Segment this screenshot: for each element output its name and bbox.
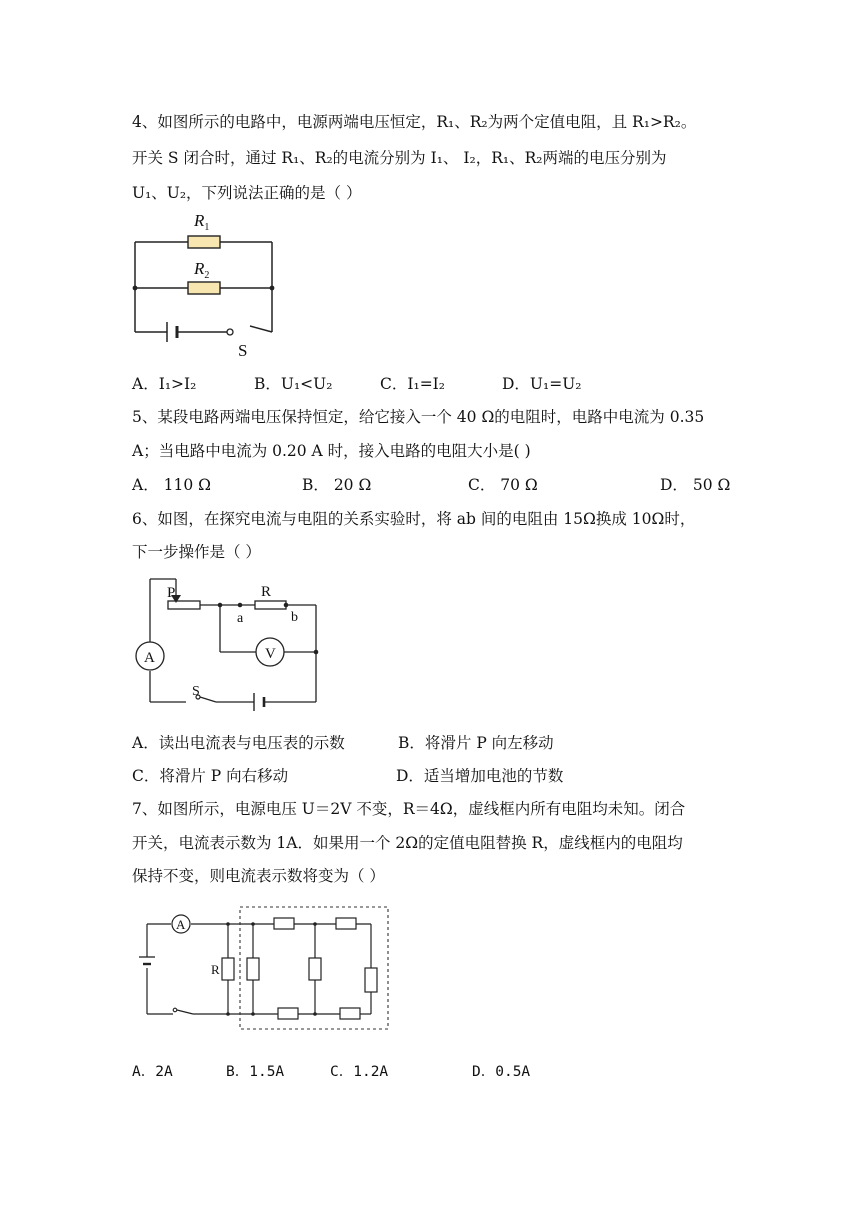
q4-stem-line-1: 4、如图所示的电路中，电源两端电压恒定，R₁、R₂为两个定值电阻，且 R₁>R₂。 bbox=[132, 113, 697, 131]
label-r2: R bbox=[194, 259, 205, 278]
q4-option-c: C．I₁=I₂ bbox=[380, 375, 446, 393]
q6-circuit-diagram bbox=[130, 574, 330, 719]
switch-pivot bbox=[227, 329, 233, 335]
label-ammeter: A bbox=[176, 917, 186, 932]
q4-circuit-diagram bbox=[130, 208, 280, 358]
junction-dot bbox=[251, 1012, 255, 1016]
q4-stem-line-2: 开关 S 闭合时，通过 R₁、R₂的电流分别为 I₁、 I₂，R₁、R₂两端的电压分别为 bbox=[132, 149, 667, 167]
q6-option-a: A．读出电流表与电压表的示数 bbox=[132, 734, 345, 752]
q7-option-d: D．0.5A bbox=[472, 1064, 531, 1080]
q7-circuit-diagram bbox=[135, 902, 397, 1037]
label-switch: S bbox=[238, 341, 248, 360]
q7-option-c: C．1.2A bbox=[330, 1064, 389, 1080]
resistor-r1 bbox=[188, 236, 220, 248]
resistor-r2 bbox=[188, 282, 220, 294]
rheostat bbox=[168, 601, 200, 609]
box-resistor bbox=[340, 1008, 360, 1019]
junction-dot bbox=[251, 922, 255, 926]
label-r1-sub: 1 bbox=[204, 222, 210, 233]
q4-stem-line-3: U₁、U₂，下列说法正确的是（ ） bbox=[132, 184, 362, 202]
junction-dot bbox=[313, 1012, 317, 1016]
label-switch: S bbox=[192, 684, 200, 699]
q7-option-a: A．2A bbox=[132, 1064, 173, 1080]
junction-dot bbox=[133, 286, 138, 291]
label-r2-sub: 2 bbox=[204, 270, 210, 281]
q7-stem-line-3: 保持不变，则电流表示数将变为（ ） bbox=[132, 867, 385, 885]
svg-text:R2 bbox=[193, 259, 209, 281]
switch-pivot bbox=[173, 1008, 177, 1012]
junction-dot bbox=[226, 1012, 230, 1016]
q6-stem-line-2: 下一步操作是（ ） bbox=[132, 543, 261, 561]
label-p: P bbox=[167, 585, 176, 601]
resistor-r bbox=[255, 601, 286, 609]
junction-dot bbox=[226, 922, 230, 926]
q4-option-b: B．U₁<U₂ bbox=[254, 375, 333, 393]
label-b: b bbox=[291, 610, 298, 625]
junction-dot bbox=[314, 650, 319, 655]
box-resistor bbox=[309, 958, 321, 980]
label-a: a bbox=[237, 611, 244, 626]
q6-option-d: D．适当增加电池的节数 bbox=[396, 767, 564, 785]
label-ammeter: A bbox=[144, 650, 155, 666]
box-resistor bbox=[274, 918, 294, 929]
svg-text:R1 bbox=[193, 211, 209, 233]
q5-stem-line-2: A；当电路中电流为 0.20 A 时，接入电路的电阻大小是( ) bbox=[132, 442, 531, 460]
q7-stem-line-2: 开关，电流表示数为 1A．如果用一个 2Ω的定值电阻替换 R，虚线框内的电阻均 bbox=[132, 834, 683, 852]
q5-option-b: B． 20 Ω bbox=[302, 476, 372, 494]
junction-dot bbox=[284, 603, 289, 608]
q6-option-b: B．将滑片 P 向左移动 bbox=[398, 734, 554, 752]
q5-option-a: A． 110 Ω bbox=[132, 476, 211, 494]
q5-option-d: D． 50 Ω bbox=[660, 476, 731, 494]
box-resistor bbox=[278, 1008, 298, 1019]
junction-dot bbox=[313, 922, 317, 926]
label-r: R bbox=[211, 962, 220, 977]
q6-option-c: C．将滑片 P 向右移动 bbox=[132, 767, 289, 785]
q5-stem-line-1: 5、某段电路两端电压保持恒定，给它接入一个 40 Ω的电阻时，电路中电流为 0.35 bbox=[132, 408, 705, 426]
label-voltmeter: V bbox=[265, 646, 276, 662]
q7-stem-line-1: 7、如图所示，电源电压 U＝2V 不变，R＝4Ω，虚线框内所有电阻均未知。闭合 bbox=[132, 800, 686, 818]
box-resistor bbox=[247, 958, 259, 980]
label-r1: R bbox=[194, 211, 205, 230]
resistor-r bbox=[222, 958, 234, 980]
junction-dot bbox=[270, 286, 275, 291]
q5-option-c: C． 70 Ω bbox=[468, 476, 538, 494]
box-resistor bbox=[336, 918, 356, 929]
q6-stem-line-1: 6、如图，在探究电流与电阻的关系实验时，将 ab 间的电阻由 15Ω换成 10Ω时， bbox=[132, 510, 696, 528]
q4-option-d: D．U₁=U₂ bbox=[502, 375, 582, 393]
junction-dot bbox=[238, 603, 243, 608]
junction-dot bbox=[218, 603, 223, 608]
q7-option-b: B．1.5A bbox=[226, 1064, 285, 1080]
box-resistor bbox=[365, 968, 377, 992]
q4-option-a: A．I₁>I₂ bbox=[132, 375, 197, 393]
label-r: R bbox=[261, 584, 272, 600]
